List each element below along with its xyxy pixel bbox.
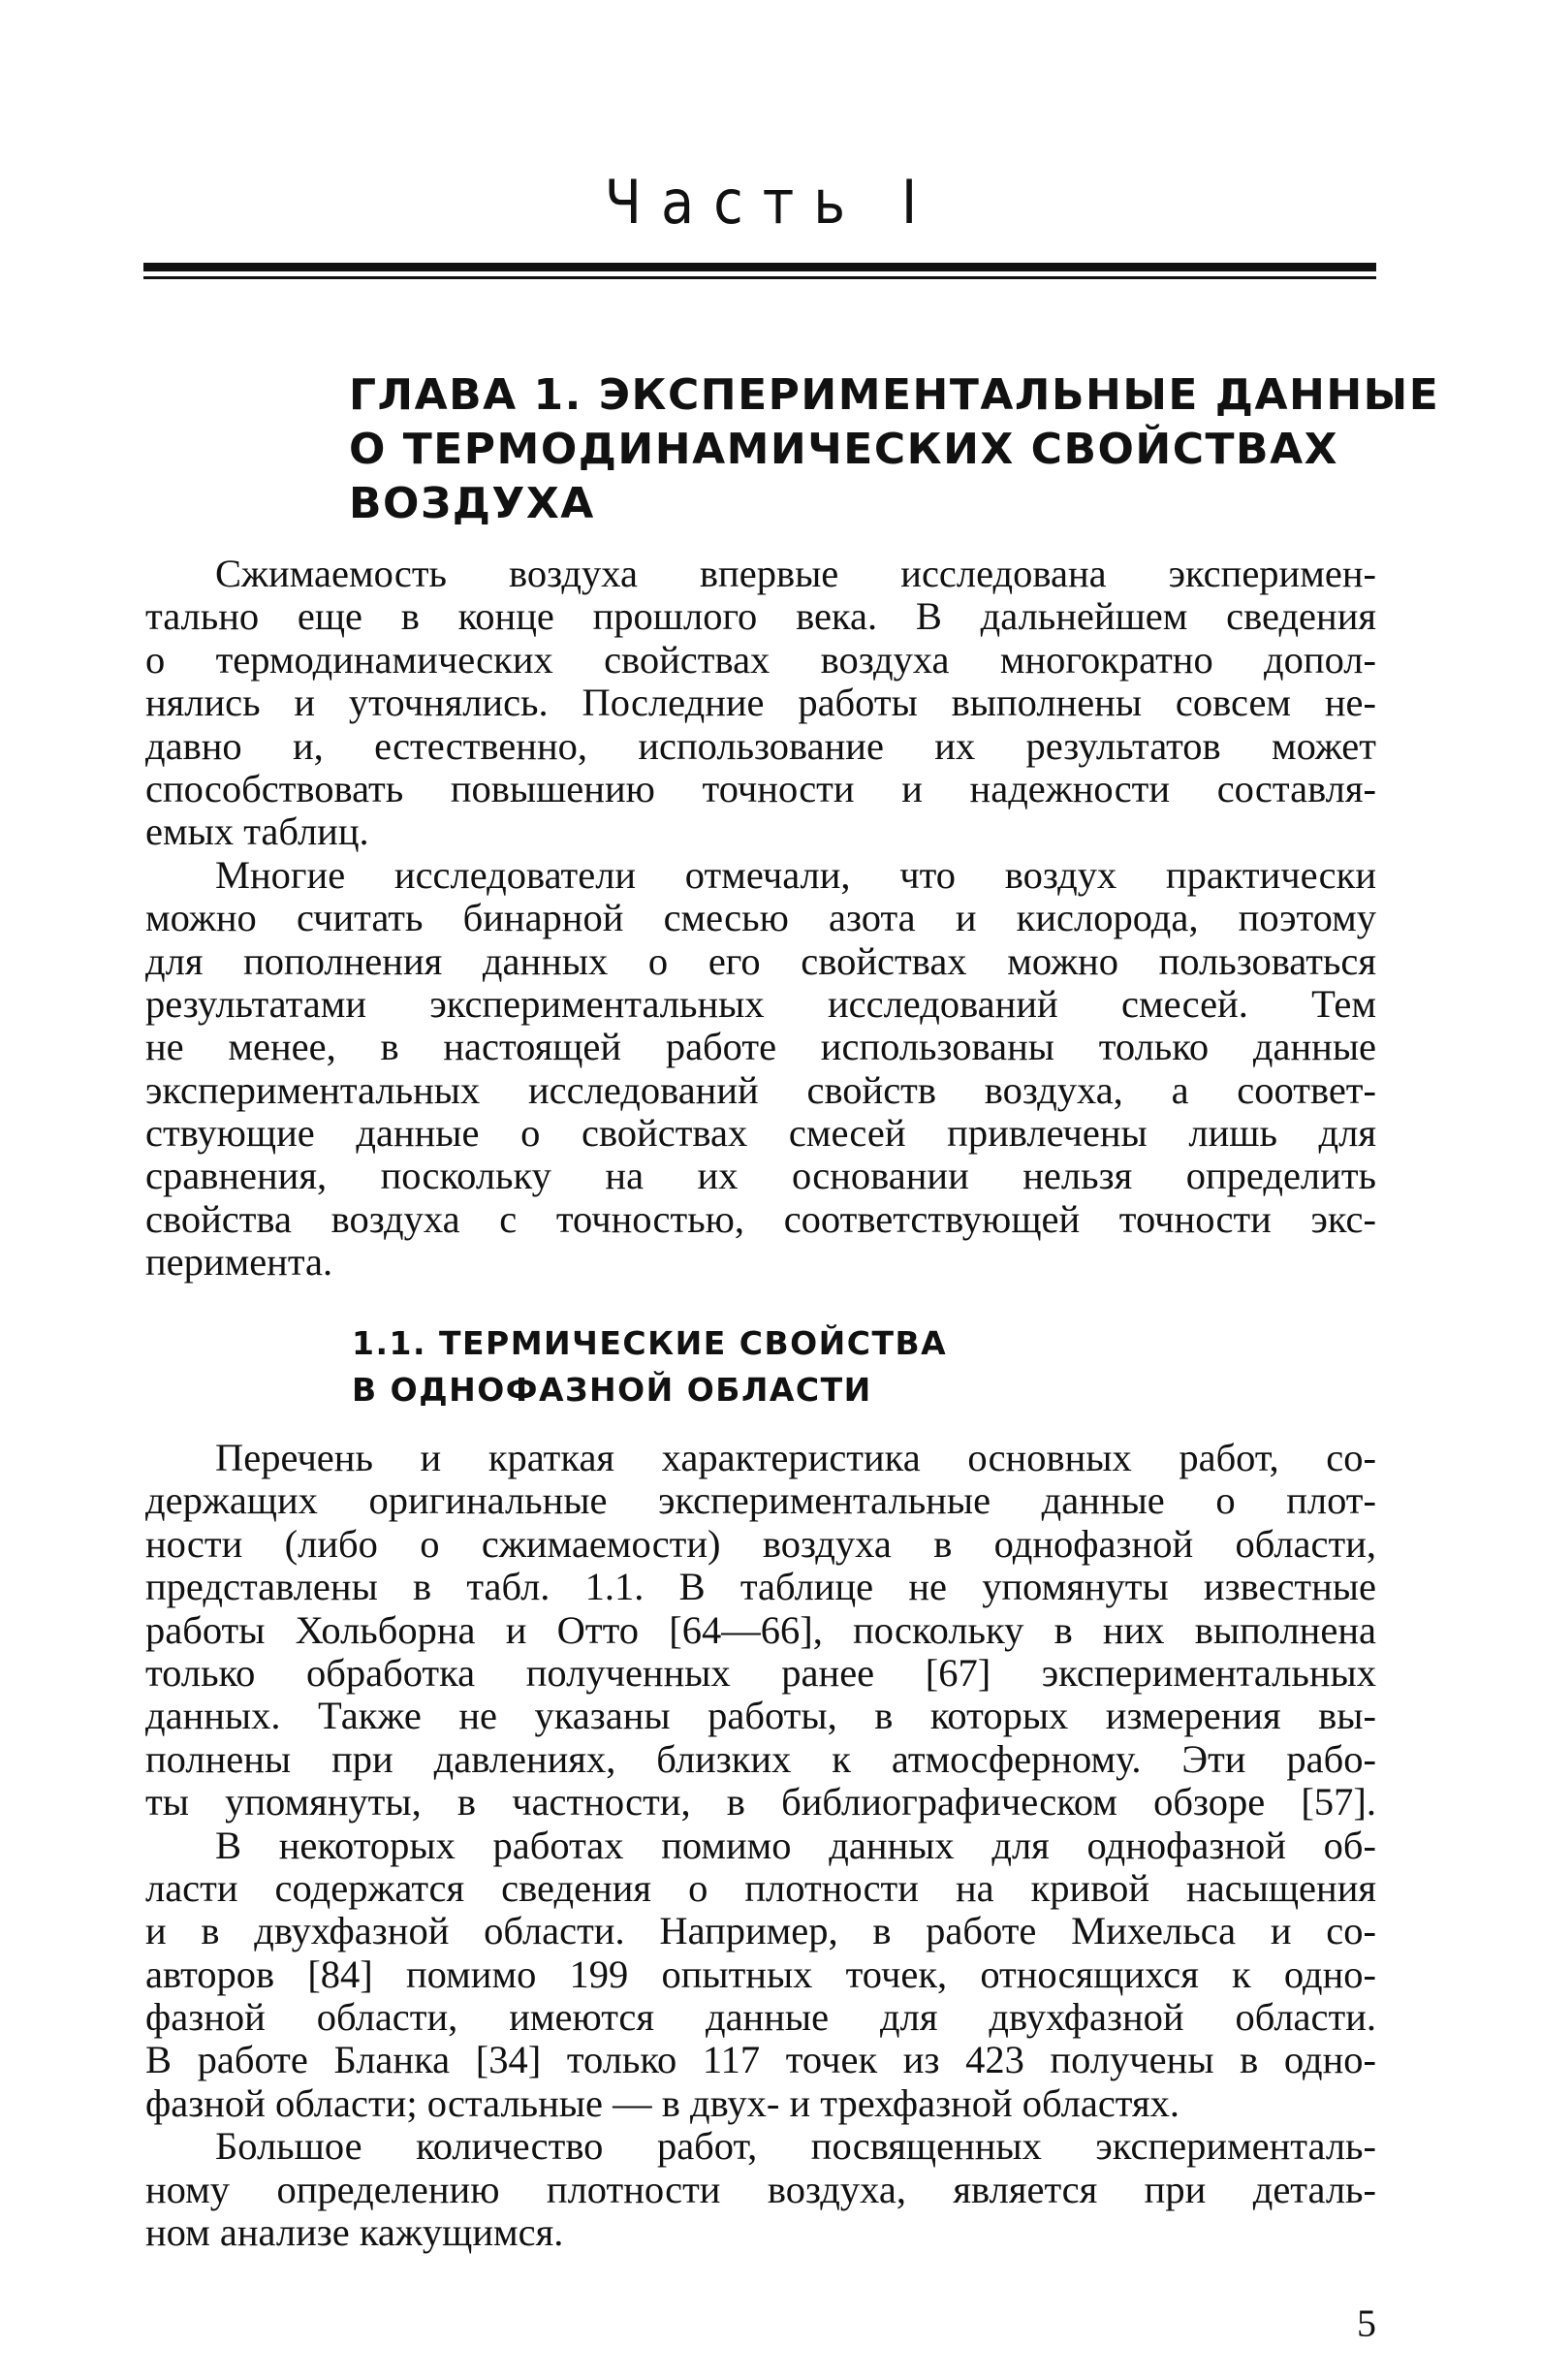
header-rule-thick	[143, 263, 1376, 271]
text-line: только обработка полученных ранее [67] экспериментальных	[145, 1651, 1376, 1695]
page-number: 5	[1357, 2301, 1376, 2345]
text-line: способствовать повышению точности и надежности составля-	[145, 767, 1376, 810]
text-line: Большое количество работ, посвященных эксперименталь-	[215, 2125, 1376, 2169]
text-line: емых таблиц.	[145, 810, 369, 854]
text-line: Перечень и краткая характеристика основных работ, со-	[215, 1437, 1376, 1479]
text-line: ты упомянуты, в частности, в библиографическом обзоре [57].	[145, 1781, 1376, 1825]
section-title	[352, 1320, 947, 1413]
text-line: фазной области, имеются данные для двухфазной области.	[145, 1996, 1376, 2040]
paragraph	[145, 2125, 1376, 2254]
text-line: экспериментальных исследований свойств воздуха, а соответ-	[145, 1068, 1376, 1112]
text-line: результатами экспериментальных исследований смесей. Тем	[145, 982, 1376, 1026]
text-line: ному определению плотности воздуха, является при деталь-	[145, 2168, 1376, 2211]
text-line: Многие исследователи отмечали, что воздух практически	[215, 853, 1376, 897]
body-text-intro	[145, 553, 1376, 1285]
paragraph	[145, 854, 1376, 1285]
text-line: тально еще в конце прошлого века. В дальнейшем сведения	[145, 595, 1376, 639]
text-line: авторов [84] помимо 199 опытных точек, относящихся к одно-	[145, 1952, 1376, 1996]
chapter-title-line: ВОЗДУХА	[349, 479, 595, 528]
paragraph	[145, 553, 1376, 854]
text-line: полнены при давлениях, близких к атмосферному. Эти рабо-	[145, 1737, 1376, 1781]
header-rule-thin	[143, 276, 1376, 279]
text-line: не менее, в настоящей работе использованы только данные	[145, 1026, 1376, 1069]
text-line: перимента.	[145, 1241, 333, 1285]
text-line: работы Хольборна и Отто [64—66], поскольку в них выполнена	[145, 1608, 1376, 1652]
text-line: и в двухфазной области. Например, в работе Михельса и со-	[145, 1910, 1376, 1953]
text-line: свойства воздуха с точностью, соответствующей точности экс-	[145, 1197, 1376, 1241]
text-line: можно считать бинарной смесью азота и кислорода, поэтому	[145, 897, 1376, 940]
text-line: о термодинамических свойствах воздуха многократно допол-	[145, 638, 1376, 682]
chapter-title	[349, 368, 1440, 531]
text-line: В работе Бланка [34] только 117 точек из 423 получены в одно-	[145, 2039, 1376, 2082]
text-line: ном анализе кажущимся.	[145, 2211, 564, 2255]
text-line: В некоторых работах помимо данных для однофазной об-	[215, 1824, 1376, 1867]
section-title-line: В ОДНОФАЗНОЙ ОБЛАСТИ	[352, 1371, 872, 1409]
text-line: сравнения, поскольку на их основании нельзя определить	[145, 1155, 1376, 1198]
text-line: нялись и уточнялись. Последние работы выполнены совсем не-	[145, 682, 1376, 725]
section-title-line: 1.1. ТЕРМИЧЕСКИЕ СВОЙСТВА	[352, 1324, 948, 1362]
part-title: Часть I	[604, 167, 937, 238]
text-line: ности (либо о сжимаемости) воздуха в однофазной области,	[145, 1522, 1376, 1566]
text-line: фазной области; остальные — в двух- и трехфазной областях.	[145, 2081, 1179, 2125]
text-line: данных. Также не указаны работы, в которых измерения вы-	[145, 1695, 1376, 1738]
paragraph	[145, 1825, 1376, 2126]
text-line: ствующие данные о свойствах смесей привлечены лишь для	[145, 1112, 1376, 1156]
body-text-section	[145, 1437, 1376, 2254]
paragraph	[145, 1437, 1376, 1825]
text-line: держащих оригинальные экспериментальные данные о плот-	[145, 1479, 1376, 1523]
text-line: Сжимаемость воздуха впервые исследована эксперимен-	[215, 553, 1376, 595]
text-line: представлены в табл. 1.1. В таблице не упомянуты известные	[145, 1566, 1376, 1609]
text-line: ласти содержатся сведения о плотности на кривой насыщения	[145, 1866, 1376, 1910]
text-line: давно и, естественно, использование их результатов может	[145, 724, 1376, 768]
text-line: для пополнения данных о его свойствах можно пользоваться	[145, 939, 1376, 983]
chapter-title-line: О ТЕРМОДИНАМИЧЕСКИХ СВОЙСТВАХ	[349, 425, 1339, 474]
chapter-title-line: ГЛАВА 1. ЭКСПЕРИМЕНТАЛЬНЫЕ ДАННЫЕ	[349, 370, 1440, 420]
